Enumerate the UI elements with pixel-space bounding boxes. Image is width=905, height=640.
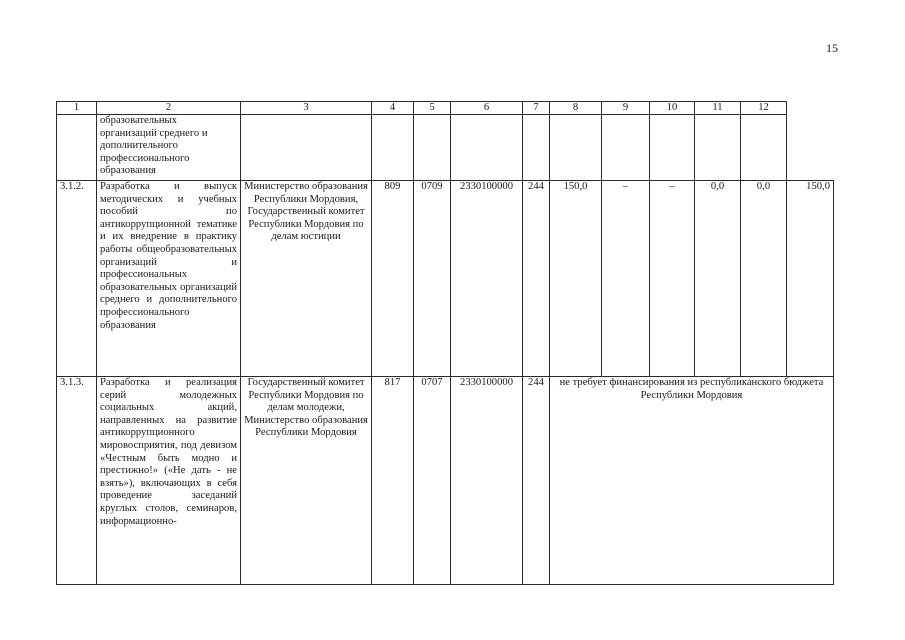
cell <box>523 115 550 181</box>
cell <box>695 115 741 181</box>
table-row-continued <box>57 115 834 181</box>
column-number: 11 <box>695 102 741 115</box>
amount-year-1: – <box>602 181 650 377</box>
column-number: 6 <box>451 102 523 115</box>
column-number: 3 <box>241 102 372 115</box>
row-number: 3.1.2. <box>57 181 97 377</box>
page-number: 15 <box>826 41 838 55</box>
table-row <box>57 181 834 377</box>
row-number: 3.1.3. <box>57 377 97 585</box>
funding-note: не требует финансирования из республиканского бюджета Республики Мордовия <box>550 377 834 585</box>
executor: Государственный комитет Республики Мордовия по делам молодежи, Министерство образования Республики Мордовия <box>241 377 372 585</box>
cell-executor <box>241 115 372 181</box>
column-number: 12 <box>741 102 787 115</box>
cell <box>741 115 787 181</box>
activity-name: образовательных организаций среднего и дополнительного профессионального образования <box>97 115 241 181</box>
column-number: 2 <box>97 102 241 115</box>
column-number-row <box>57 102 834 115</box>
column-number: 7 <box>523 102 550 115</box>
column-number: 1 <box>57 102 97 115</box>
column-number: 5 <box>414 102 451 115</box>
table-row <box>57 377 834 585</box>
budget-code-expense-type: 244 <box>523 377 550 585</box>
budget-code-ministry: 817 <box>372 377 414 585</box>
total-amount: 150,0 <box>550 181 602 377</box>
amount-year-3: 0,0 <box>695 181 741 377</box>
column-number: 9 <box>602 102 650 115</box>
column-number: 10 <box>650 102 695 115</box>
amount-year-4: 0,0 <box>741 181 787 377</box>
program-activities-table <box>56 101 834 585</box>
budget-code-target: 2330100000 <box>451 181 523 377</box>
budget-code-ministry: 809 <box>372 181 414 377</box>
budget-code-section: 0707 <box>414 377 451 585</box>
activity-name: Разработка и выпуск методических и учебных пособий по антикоррупционной тематике и их внедрение в практику работы общеобразовательных организаций и профессиональных образовательных организаций среднего и дополнительного профессионального образования <box>97 181 241 377</box>
cell-num <box>57 115 97 181</box>
cell <box>650 115 695 181</box>
executor: Министерство образования Республики Мордовия, Государственный комитет Республики Мордовия по делам юстиции <box>241 181 372 377</box>
amount-year-2: – <box>650 181 695 377</box>
amount-year-5: 150,0 <box>787 181 834 377</box>
cell <box>414 115 451 181</box>
budget-code-section: 0709 <box>414 181 451 377</box>
activity-name: Разработка и реализация серий молодежных социальных акций, направленных на развитие антикоррупционного мировосприятия, под девизом «Честным быть модно и престижно!» («Не дать - не взять»), включающих в себя проведение заседаний круглых столов, семинаров, информационно- <box>97 377 241 585</box>
cell <box>451 115 523 181</box>
cell <box>602 115 650 181</box>
cell <box>550 115 602 181</box>
budget-code-target: 2330100000 <box>451 377 523 585</box>
cell <box>372 115 414 181</box>
column-number: 4 <box>372 102 414 115</box>
column-number: 8 <box>550 102 602 115</box>
budget-code-expense-type: 244 <box>523 181 550 377</box>
